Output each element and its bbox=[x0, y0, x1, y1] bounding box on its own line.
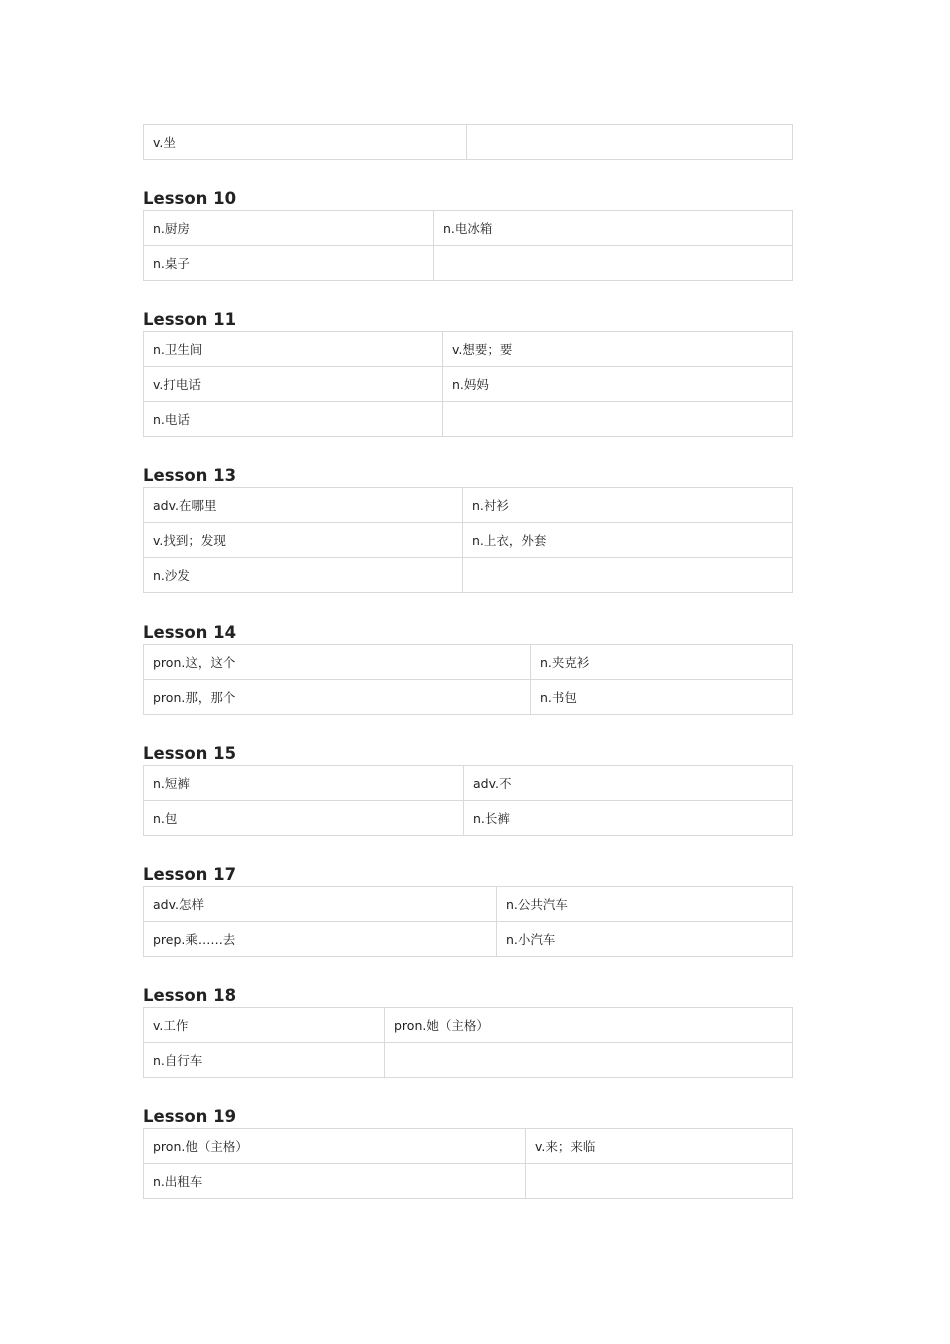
lesson-heading: Lesson 14 bbox=[143, 623, 237, 642]
table-row bbox=[144, 1043, 793, 1078]
table-cell: n.妈妈 bbox=[443, 367, 793, 402]
lesson-heading: Lesson 11 bbox=[143, 310, 237, 329]
table-cell: n.长裤 bbox=[464, 801, 793, 836]
table-cell: pron.那，那个 bbox=[144, 680, 531, 715]
lesson-heading: Lesson 17 bbox=[143, 865, 237, 884]
lesson-section-18 bbox=[143, 985, 792, 1078]
table-row bbox=[144, 125, 793, 160]
table-row bbox=[144, 887, 793, 922]
lesson-heading: Lesson 18 bbox=[143, 986, 237, 1005]
lesson-section-13 bbox=[143, 465, 792, 593]
table-cell: n.公共汽车 bbox=[497, 887, 793, 922]
table-cell: n.小汽车 bbox=[497, 922, 793, 957]
table-cell: n.包 bbox=[144, 801, 464, 836]
table-row bbox=[144, 246, 793, 281]
table-row bbox=[144, 402, 793, 437]
table-row bbox=[144, 1008, 793, 1043]
table-cell: n.夹克衫 bbox=[531, 645, 793, 680]
table-cell bbox=[463, 558, 793, 593]
vocab-table bbox=[143, 331, 793, 437]
table-cell: v.打电话 bbox=[144, 367, 443, 402]
table-row bbox=[144, 523, 793, 558]
table-row bbox=[144, 1129, 793, 1164]
table-cell: pron.他（主格） bbox=[144, 1129, 526, 1164]
table-row bbox=[144, 558, 793, 593]
lesson-section-17 bbox=[143, 864, 792, 957]
table-cell: n.短裤 bbox=[144, 766, 464, 801]
table-cell: n.沙发 bbox=[144, 558, 463, 593]
table-cell: v.坐 bbox=[144, 125, 467, 160]
lesson-section-11 bbox=[143, 309, 792, 437]
table-cell: adv.怎样 bbox=[144, 887, 497, 922]
table-row bbox=[144, 922, 793, 957]
lesson-heading: Lesson 13 bbox=[143, 466, 237, 485]
vocab-table bbox=[143, 487, 793, 593]
table-cell bbox=[526, 1164, 793, 1199]
table-row bbox=[144, 680, 793, 715]
table-row bbox=[144, 766, 793, 801]
lesson-heading: Lesson 19 bbox=[143, 1107, 237, 1126]
table-cell: n.出租车 bbox=[144, 1164, 526, 1199]
lesson-section-14 bbox=[143, 622, 792, 715]
table-cell: n.上衣，外套 bbox=[463, 523, 793, 558]
table-row bbox=[144, 367, 793, 402]
table-cell: v.想要；要 bbox=[443, 332, 793, 367]
table-cell: pron.她（主格） bbox=[385, 1008, 793, 1043]
table-cell: adv.不 bbox=[464, 766, 793, 801]
lesson-section-continued bbox=[143, 124, 792, 160]
table-row bbox=[144, 645, 793, 680]
table-cell: n.衬衫 bbox=[463, 488, 793, 523]
table-cell: n.电话 bbox=[144, 402, 443, 437]
table-cell: n.桌子 bbox=[144, 246, 434, 281]
table-cell bbox=[434, 246, 793, 281]
table-cell: v.找到；发现 bbox=[144, 523, 463, 558]
table-cell: prep.乘……去 bbox=[144, 922, 497, 957]
vocab-table bbox=[143, 124, 793, 160]
table-cell bbox=[443, 402, 793, 437]
table-cell: v.来；来临 bbox=[526, 1129, 793, 1164]
table-cell bbox=[385, 1043, 793, 1078]
vocab-table bbox=[143, 644, 793, 715]
lesson-section-19 bbox=[143, 1106, 792, 1199]
vocab-table bbox=[143, 1007, 793, 1078]
table-cell bbox=[467, 125, 793, 160]
table-cell: adv.在哪里 bbox=[144, 488, 463, 523]
table-cell: pron.这，这个 bbox=[144, 645, 531, 680]
table-cell: n.自行车 bbox=[144, 1043, 385, 1078]
lesson-heading: Lesson 10 bbox=[143, 189, 237, 208]
table-row bbox=[144, 211, 793, 246]
vocab-table bbox=[143, 886, 793, 957]
table-row bbox=[144, 332, 793, 367]
vocab-table bbox=[143, 765, 793, 836]
table-cell: n.书包 bbox=[531, 680, 793, 715]
table-row bbox=[144, 488, 793, 523]
table-cell: n.厨房 bbox=[144, 211, 434, 246]
table-row bbox=[144, 1164, 793, 1199]
table-cell: n.卫生间 bbox=[144, 332, 443, 367]
lesson-heading: Lesson 15 bbox=[143, 744, 237, 763]
vocab-table bbox=[143, 1128, 793, 1199]
vocab-table bbox=[143, 210, 793, 281]
lesson-section-15 bbox=[143, 743, 792, 836]
table-cell: n.电冰箱 bbox=[434, 211, 793, 246]
lesson-section-10 bbox=[143, 188, 792, 281]
table-row bbox=[144, 801, 793, 836]
table-cell: v.工作 bbox=[144, 1008, 385, 1043]
